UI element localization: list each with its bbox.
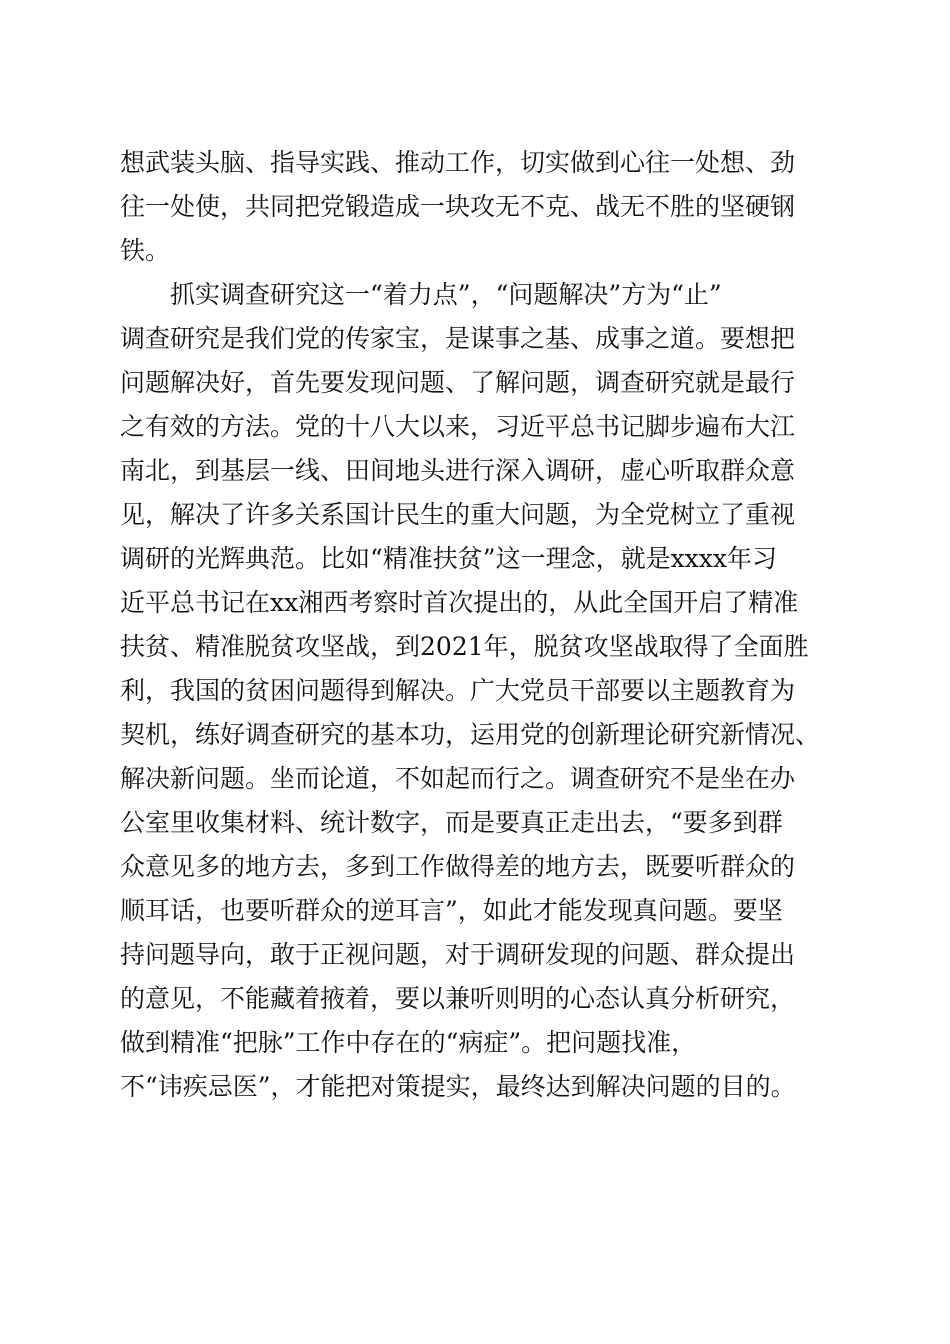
section-heading: 抓实调查研究这一“着力点”，“问题解决”方为“止” [170, 280, 722, 309]
paragraph-1-line-2: 往一处使，共同把党锻造成一块攻无不克、战无不胜的坚硬钢 [120, 192, 796, 221]
paragraph-2-line-1: 调查研究是我们党的传家宝，是谋事之基、成事之道。要想把 [120, 324, 796, 353]
paragraph-2-line-17: 做到精准“把脉”工作中存在的“病症”。把问题找准， [120, 1028, 697, 1057]
paragraph-2-line-5: 见，解决了许多关系国计民生的重大问题，为全党树立了重视 [120, 500, 796, 529]
paragraph-2-line-12: 公室里收集材料、统计数字，而是要真正走出去，“要多到群 [120, 808, 783, 837]
paragraph-2-line-9: 利，我国的贫困问题得到解决。广大党员干部要以主题教育为 [120, 676, 796, 705]
document-body [120, 141, 840, 1109]
paragraph-2-line-3: 之有效的方法。党的十八大以来，习近平总书记脚步遍布大江 [120, 412, 796, 441]
paragraph-2-line-10: 契机，练好调查研究的基本功，运用党的创新理论研究新情况、 [120, 720, 821, 749]
paragraph-2-line-18: 不“讳疾忌医”，才能把对策提实，最终达到解决问题的目的。 [120, 1072, 796, 1101]
paragraph-1-line-3: 铁。 [120, 236, 171, 265]
paragraph-2-line-4: 南北，到基层一线、田间地头进行深入调研，虚心听取群众意 [120, 456, 796, 485]
paragraph-2-line-16: 的意见，不能藏着掖着，要以兼听则明的心态认真分析研究， [120, 984, 796, 1013]
paragraph-2-line-13: 众意见多的地方去，多到工作做得差的地方去，既要听群众的 [120, 852, 796, 881]
paragraph-2-line-14: 顺耳话，也要听群众的逆耳言”，如此才能发现真问题。要坚 [120, 896, 783, 925]
paragraph-2-line-6: 调研的光辉典范。比如“精准扶贫”这一理念，就是xxxx年习 [120, 544, 777, 573]
paragraph-2-line-7: 近平总书记在xx湘西考察时首次提出的，从此全国开启了精准 [120, 588, 799, 617]
paragraph-2-line-11: 解决新问题。坐而论道，不如起而行之。调查研究不是坐在办 [120, 764, 796, 793]
paragraph-2-line-2: 问题解决好，首先要发现问题、了解问题，调查研究就是最行 [120, 368, 796, 397]
paragraph-1-line-1: 想武装头脑、指导实践、推动工作，切实做到心往一处想、劲 [120, 148, 796, 177]
paragraph-2-line-15: 持问题导向，敢于正视问题，对于调研发现的问题、群众提出 [120, 940, 796, 969]
paragraph-2-line-8: 扶贫、精准脱贫攻坚战，到2021年，脱贫攻坚战取得了全面胜 [120, 632, 809, 661]
